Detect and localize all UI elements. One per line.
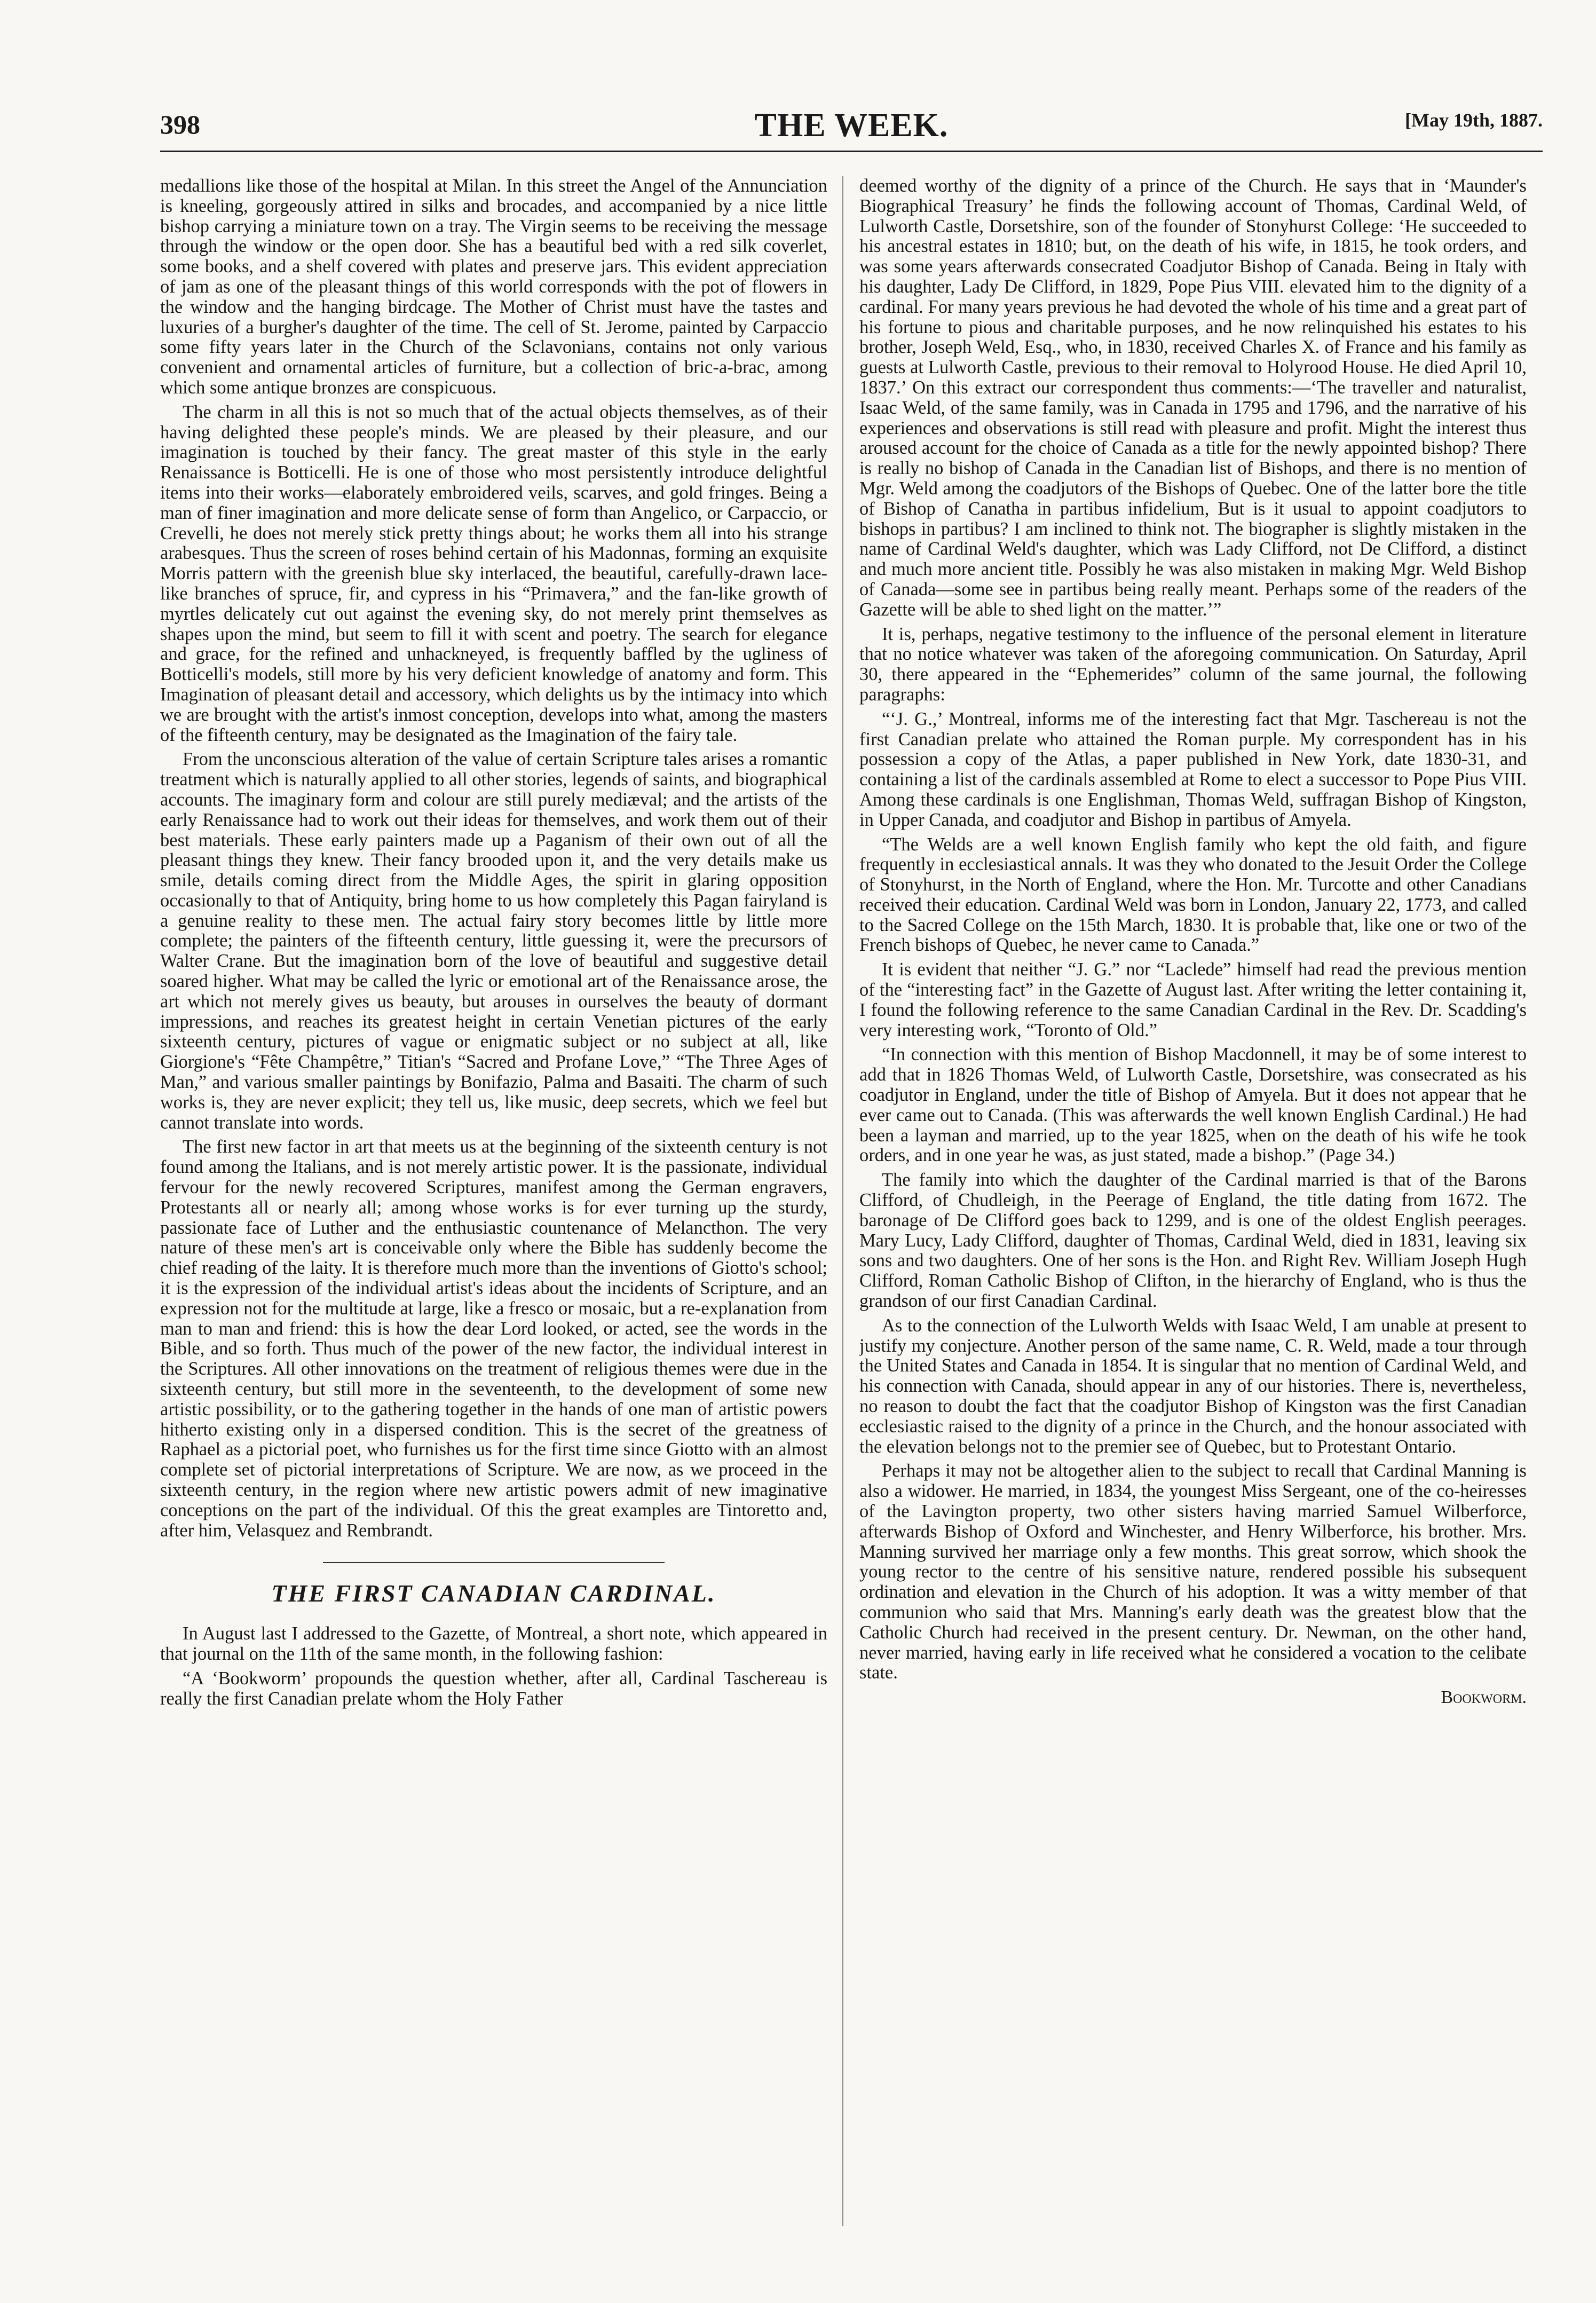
- paragraph: It is evident that neither “J. G.” nor “Laclede” himself had read the previous mention of the “interesting fact” in the Gazette of August last. After writing the letter containing it, I found the following reference to the same Canadian Cardinal in the Rev. Dr. Scadding's very interesting work, “Toronto of Old.”: [859, 959, 1527, 1040]
- right-column: [859, 176, 1527, 2226]
- column-divider: [842, 176, 843, 2226]
- page-number: 398: [160, 109, 200, 139]
- article-title: THE FIRST CANADIAN CARDINAL.: [271, 1580, 716, 1607]
- page-header: [160, 107, 1543, 149]
- section-divider: [323, 1562, 665, 1563]
- paragraph: As to the connection of the Lulworth Welds with Isaac Weld, I am unable at present to justify my conjecture. Another person of the same name, C. R. Weld, made a tour through the United States and Canada in 1854. It is singular that no mention of Cardinal Weld, and his connection with Canada, should appear in any of our histories. There is, nevertheless, no reason to doubt the fact that the coadjutor Bishop of Kingston was the first Canadian ecclesiastic raised to the dignity of a prince in the Church, and the honour associated with the elevation belongs not to the premier see of Quebec, but to Protestant Ontario.: [859, 1315, 1527, 1457]
- paragraph: Perhaps it may not be altogether alien to the subject to recall that Cardinal Manning is also a widower. He married, in 1834, the youngest Miss Sergeant, one of the co-heiresses of the Lavington property, two other sisters having married Samuel Wilberforce, afterwards Bishop of Oxford and Winchester, and Henry Wilberforce, his brother. Mrs. Manning survived her marriage only a few months. This great sorrow, which shook the young rector to the centre of his sensitive nature, rendered possible his subsequent ordination and elevation in the Church of his adoption. It was a witty member of that communion who said that Mrs. Manning's early death was the greatest blow that the Catholic Church had received in the present century. Dr. Newman, on the other hand, never married, having early in life received what he considered a vocation to the celibate state.: [859, 1461, 1527, 1683]
- header-rule: [160, 151, 1543, 152]
- issue-date: [May 19th, 1887.: [1405, 109, 1543, 131]
- paragraph: “The Welds are a well known English family who kept the old faith, and figure frequently in ecclesiastical annals. It was they who donated to the Jesuit Order the College of Stonyhurst, in the North of England, where the Hon. Mr. Turcotte and other Canadians received their education. Cardinal Weld was born in London, January 22, 1773, and called to the Sacred College on the 15th March, 1830. It is probable that, like one or two of the French bishops of Quebec, he never came to Canada.”: [859, 834, 1527, 956]
- paragraph: deemed worthy of the dignity of a prince of the Church. He says that in ‘Maunder's Biographical Treasury’ he finds the following account of Thomas, Cardinal Weld, of Lulworth Castle, Dorsetshire, son of the founder of Stonyhurst College: ‘He succeeded to his ancestral estates in 1810; but, on the death of his wife, in 1815, he took orders, and was some years afterwards consecrated Coadjutor Bishop of Canada. Being in Italy with his daughter, Lady De Clifford, in 1829, Pope Pius VIII. elevated him to the dignity of a cardinal. For many years previous he had devoted the whole of his time and a great part of his fortune to pious and charitable purposes, and he now relinquished his estates to his brother, Joseph Weld, Esq., who, in 1830, received Charles X. of France and his family as guests at Lulworth Castle, previous to their removal to Holyrood House. He died April 10, 1837.’ On this extract our correspondent thus comments:—‘The traveller and naturalist, Isaac Weld, of the same family, was in Canada in 1795 and 1796, and the narrative of his experiences and observations is still read with pleasure and profit. Might the interest thus aroused account for the choice of Canada as a title for the newly appointed bishop? There is really no bishop of Canada in the Canadian list of Bishops, and there is no mention of Mgr. Weld among the coadjutors of the Bishops of Quebec. One of the latter bore the title of Bishop of Canatha in partibus infidelium, But is it usual to appoint coadjutors to bishops in partibus? I am inclined to think not. The biographer is slightly mistaken in the name of Cardinal Weld's daughter, which was Lady Clifford, not De Clifford, a distinct and much more ancient title. Possibly he was also mistaken in making Mgr. Weld Bishop of Canada—some see in partibus being really meant. Perhaps some of the readers of the Gazette will be able to shed light on the matter.’”: [859, 176, 1527, 620]
- left-column: [160, 176, 827, 2226]
- paragraph: The charm in all this is not so much that of the actual objects themselves, as of their having delighted these people's minds. We are pleased by their pleasure, and our imagination is touched by their fancy. The great master of this style in the early Renaissance is Botticelli. He is one of those who most persistently introduce delightful items into their works—elaborately embroidered veils, scarves, and gold fringes. Being a man of finer imagination and more delicate sense of form than Angelico, or Carpaccio, or Crevelli, he does not merely stick pretty things about; he works them all into his strange arabesques. Thus the screen of roses behind certain of his Madonnas, forming an exquisite Morris pattern with the greenish blue sky interlaced, the beautiful, carefully-drawn lace-like branches of spruce, fir, and cypress in his “Primavera,” and the fan-like growth of myrtles delicately cut out against the evening sky, do not merely print themselves as shapes upon the mind, but seem to fill it with scent and poetry. The search for elegance and grace, for the refined and unhackneyed, is frequently baffled by the ugliness of Botticelli's models, still more by his very deficient knowledge of anatomy and form. This Imagination of pleasant detail and accessory, which delights us by the intimacy into which we are brought with the artist's inmost conception, develops into what, among the masters of the fifteenth century, may be designated as the Imagination of the fairy tale.: [160, 401, 827, 745]
- paragraph: “In connection with this mention of Bishop Macdonnell, it may be of some interest to add that in 1826 Thomas Weld, of Lulworth Castle, Dorsetshire, was consecrated as his coadjutor in England, under the title of Bishop of Amyela. But it does not appear that he ever came out to Canada. (This was afterwards the well known English Cardinal.) He had been a layman and married, up to the year 1825, when on the death of his wife he took orders, and in one year he was, as just stated, made a bishop.” (Page 34.): [859, 1044, 1527, 1166]
- paragraph: “‘J. G.,’ Montreal, informs me of the interesting fact that Mgr. Taschereau is not the first Canadian prelate who attained the Roman purple. My correspondent has in his possession a copy of the Atlas, a paper published in New York, date 1830-31, and containing a list of the cardinals assembled at Rome to elect a successor to Pope Pius VIII. Among these cardinals is one Englishman, Thomas Weld, suffragan Bishop of Kingston, in Upper Canada, and coadjutor and Bishop in partibus of Amyela.: [859, 708, 1527, 830]
- paragraph: “A ‘Bookworm’ propounds the question whether, after all, Cardinal Taschereau is really the first Canadian prelate whom the Holy Father: [160, 1668, 827, 1709]
- paragraph: The first new factor in art that meets us at the beginning of the sixteenth century is not found among the Italians, and is not merely artistic power. It is the passionate, individual fervour for the newly recovered Scriptures, manifest among the German engravers, Protestants all or nearly all; among whose works is for ever turning up the sturdy, passionate face of Luther and the enthusiastic countenance of Melancthon. The very nature of these men's art is conceivable only where the Bible has suddenly become the chief reading of the laity. It is therefore much more than the inventions of Giotto's school; it is the expression of the individual artist's ideas about the incidents of Scripture, and an expression not for the multitude at large, like a fresco or mosaic, but a re-explanation from man to man and friend: this is how the dear Lord looked, or acted, see the words in the Bible, and so forth. Thus much of the power of the new factor, the individual interest in the Scriptures. All other innovations on the treatment of religious themes were due in the sixteenth century, but still more in the seventeenth, to the development of some new artistic possibility, or to the gathering together in the hands of one man of artistic powers hitherto existing only in a dispersed condition. This is the secret of the greatness of Raphael as a pictorial poet, who furnishes us for the first time since Giotto with an almost complete set of pictorial interpretations of Scripture. We are now, as we proceed in the sixteenth century, in the region where new artistic powers admit of new imaginative conceptions on the part of the individual. Of this the great examples are Tintoretto and, after him, Velasquez and Rembrandt.: [160, 1137, 827, 1541]
- paragraph: In August last I addressed to the Gazette, of Montreal, a short note, which appeared in that journal on the 11th of the same month, in the following fashion:: [160, 1623, 827, 1665]
- paragraph: From the unconscious alteration of the value of certain Scripture tales arises a romantic treatment which is naturally applied to all other stories, legends of saints, and biographical accounts. The imaginary form and colour are still purely mediæval; and the artists of the early Renaissance had to work out their ideas for themselves, and work them out of their best materials. These early painters made up a Paganism of their own out of all the pleasant things they knew. Their fancy brooded upon it, and the very details make us smile, details coming direct from the Middle Ages, the spirit in glaring opposition occasionally to that of Antiquity, bring home to us how completely this Pagan fairyland is a genuine reality to these men. The actual fairy story becomes little by little more complete; the painters of the fifteenth century, little guessing it, were the precursors of Walter Crane. But the imagination born of the love of beautiful and suggestive detail soared higher. What may be called the lyric or emotional art of the Renaissance arose, the art which not merely gives us beauty, but arouses in ourselves the beauty of dormant impressions, and reaches its greatest height in certain Venetian pictures of the early sixteenth century, pictures of vague or enigmatic subject or no subject at all, like Giorgione's “Fête Champêtre,” Titian's “Sacred and Profane Love,” “The Three Ages of Man,” and various smaller paintings by Bonifazio, Palma and Basaiti. The charm of such works is, they are never explicit; they tell us, like music, deep secrets, which we feel but cannot translate into words.: [160, 749, 827, 1133]
- paragraph: It is, perhaps, negative testimony to the influence of the personal element in literature that no notice whatever was taken of the aforegoing communication. On Saturday, April 30, there appeared in the “Ephemerides” column of the same journal, the following paragraphs:: [859, 624, 1527, 705]
- author-signature: Bookworm.: [1441, 1687, 1527, 1708]
- masthead-title: THE WEEK.: [754, 107, 949, 144]
- paragraph: The family into which the daughter of the Cardinal married is that of the Barons Clifford, of Chudleigh, in the Peerage of England, the title dating from 1672. The baronage of De Clifford goes back to 1299, and is one of the oldest English peerages. Mary Lucy, Lady Clifford, daughter of Thomas, Cardinal Weld, died in 1831, leaving six sons and two daughters. One of her sons is the Hon. and Right Rev. William Joseph Hugh Clifford, Roman Catholic Bishop of Clifton, in the hierarchy of England, who is thus the grandson of our first Canadian Cardinal.: [859, 1170, 1527, 1312]
- paragraph: medallions like those of the hospital at Milan. In this street the Angel of the Annunciation is kneeling, gorgeously attired in silks and brocades, and accompanied by a nice little bishop carrying a miniature town on a tray. The Virgin seems to be receiving the message through the window or the open door. She has a beautiful bed with a red silk coverlet, some books, and a shelf covered with plates and preserve jars. This evident appreciation of jam as one of the pleasant things of this world corresponds with the pot of flowers in the window and the hanging birdcage. The Mother of Christ must have the tastes and luxuries of a burgher's daughter of the time. The cell of St. Jerome, painted by Carpaccio some fifty years later in the Church of the Sclavonians, contains not only various convenient and ornamental articles of furniture, but a collection of bric-a-brac, among which some antique bronzes are conspicuous.: [160, 176, 827, 398]
